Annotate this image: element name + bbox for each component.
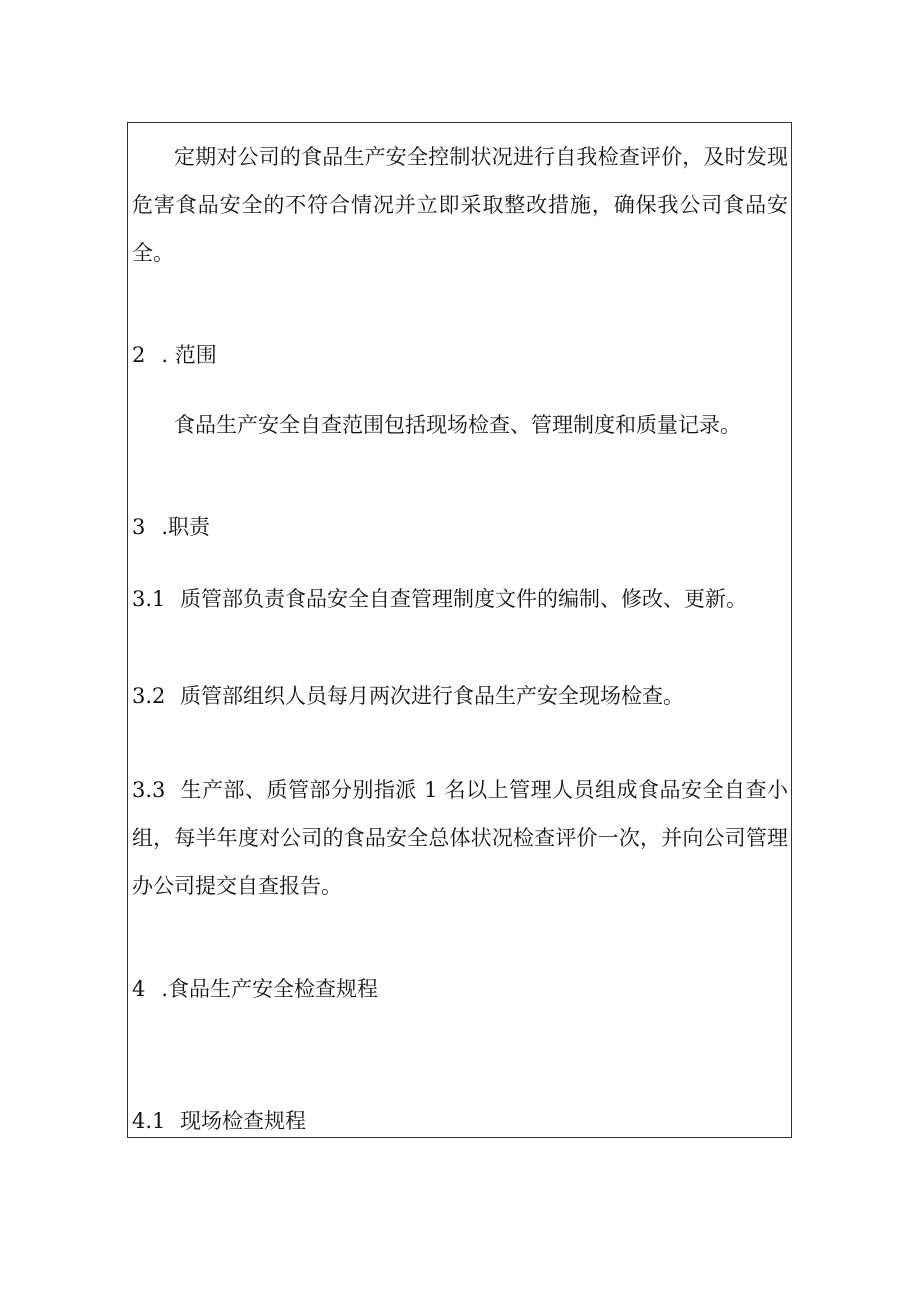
section-2-body: 食品生产安全自查范围包括现场检查、管理制度和质量记录。 bbox=[174, 413, 741, 437]
item-3-2-number: 3.2 bbox=[132, 684, 166, 708]
section-3-number: 3 bbox=[132, 515, 146, 539]
subsection-4-1-text: 现场检查规程 bbox=[180, 1109, 306, 1133]
section-2-heading bbox=[132, 343, 217, 367]
item-3-3-text: 生产部、质管部分别指派 1 名以上管理人员组成食品安全自查小组，每半年度对公司的食品安全总体状况检查评价一次，并向公司管理办公司提交自查报告。 bbox=[132, 778, 788, 898]
item-3-1-number: 3.1 bbox=[132, 587, 166, 611]
section-3-title: .职责 bbox=[161, 515, 211, 539]
section-4-number: 4 bbox=[132, 977, 146, 1001]
section-4-title: .食品生产安全检查规程 bbox=[161, 977, 379, 1001]
item-3-1-text: 质管部负责食品安全自查管理制度文件的编制、修改、更新。 bbox=[180, 587, 747, 611]
subsection-4-1-number: 4.1 bbox=[132, 1109, 166, 1133]
item-3-3-number: 3.3 bbox=[132, 778, 166, 802]
section-4-heading bbox=[132, 977, 378, 1001]
subsection-4-1 bbox=[132, 1109, 306, 1133]
section-3-heading bbox=[132, 515, 210, 539]
list-item-3-3 bbox=[132, 766, 788, 910]
intro-paragraph: 定期对公司的食品生产安全控制状况进行自我检查评价，及时发现危害食品安全的不符合情况并立即采取整改措施，确保我公司食品安全。 bbox=[132, 145, 788, 265]
document-frame bbox=[127, 122, 792, 1138]
section-2-number: 2 bbox=[132, 343, 146, 367]
list-item-3-2 bbox=[132, 684, 684, 708]
item-3-2-text: 质管部组织人员每月两次进行食品生产安全现场检查。 bbox=[180, 684, 684, 708]
list-item-3-1 bbox=[132, 587, 747, 611]
section-2-title: . 范围 bbox=[161, 343, 217, 367]
